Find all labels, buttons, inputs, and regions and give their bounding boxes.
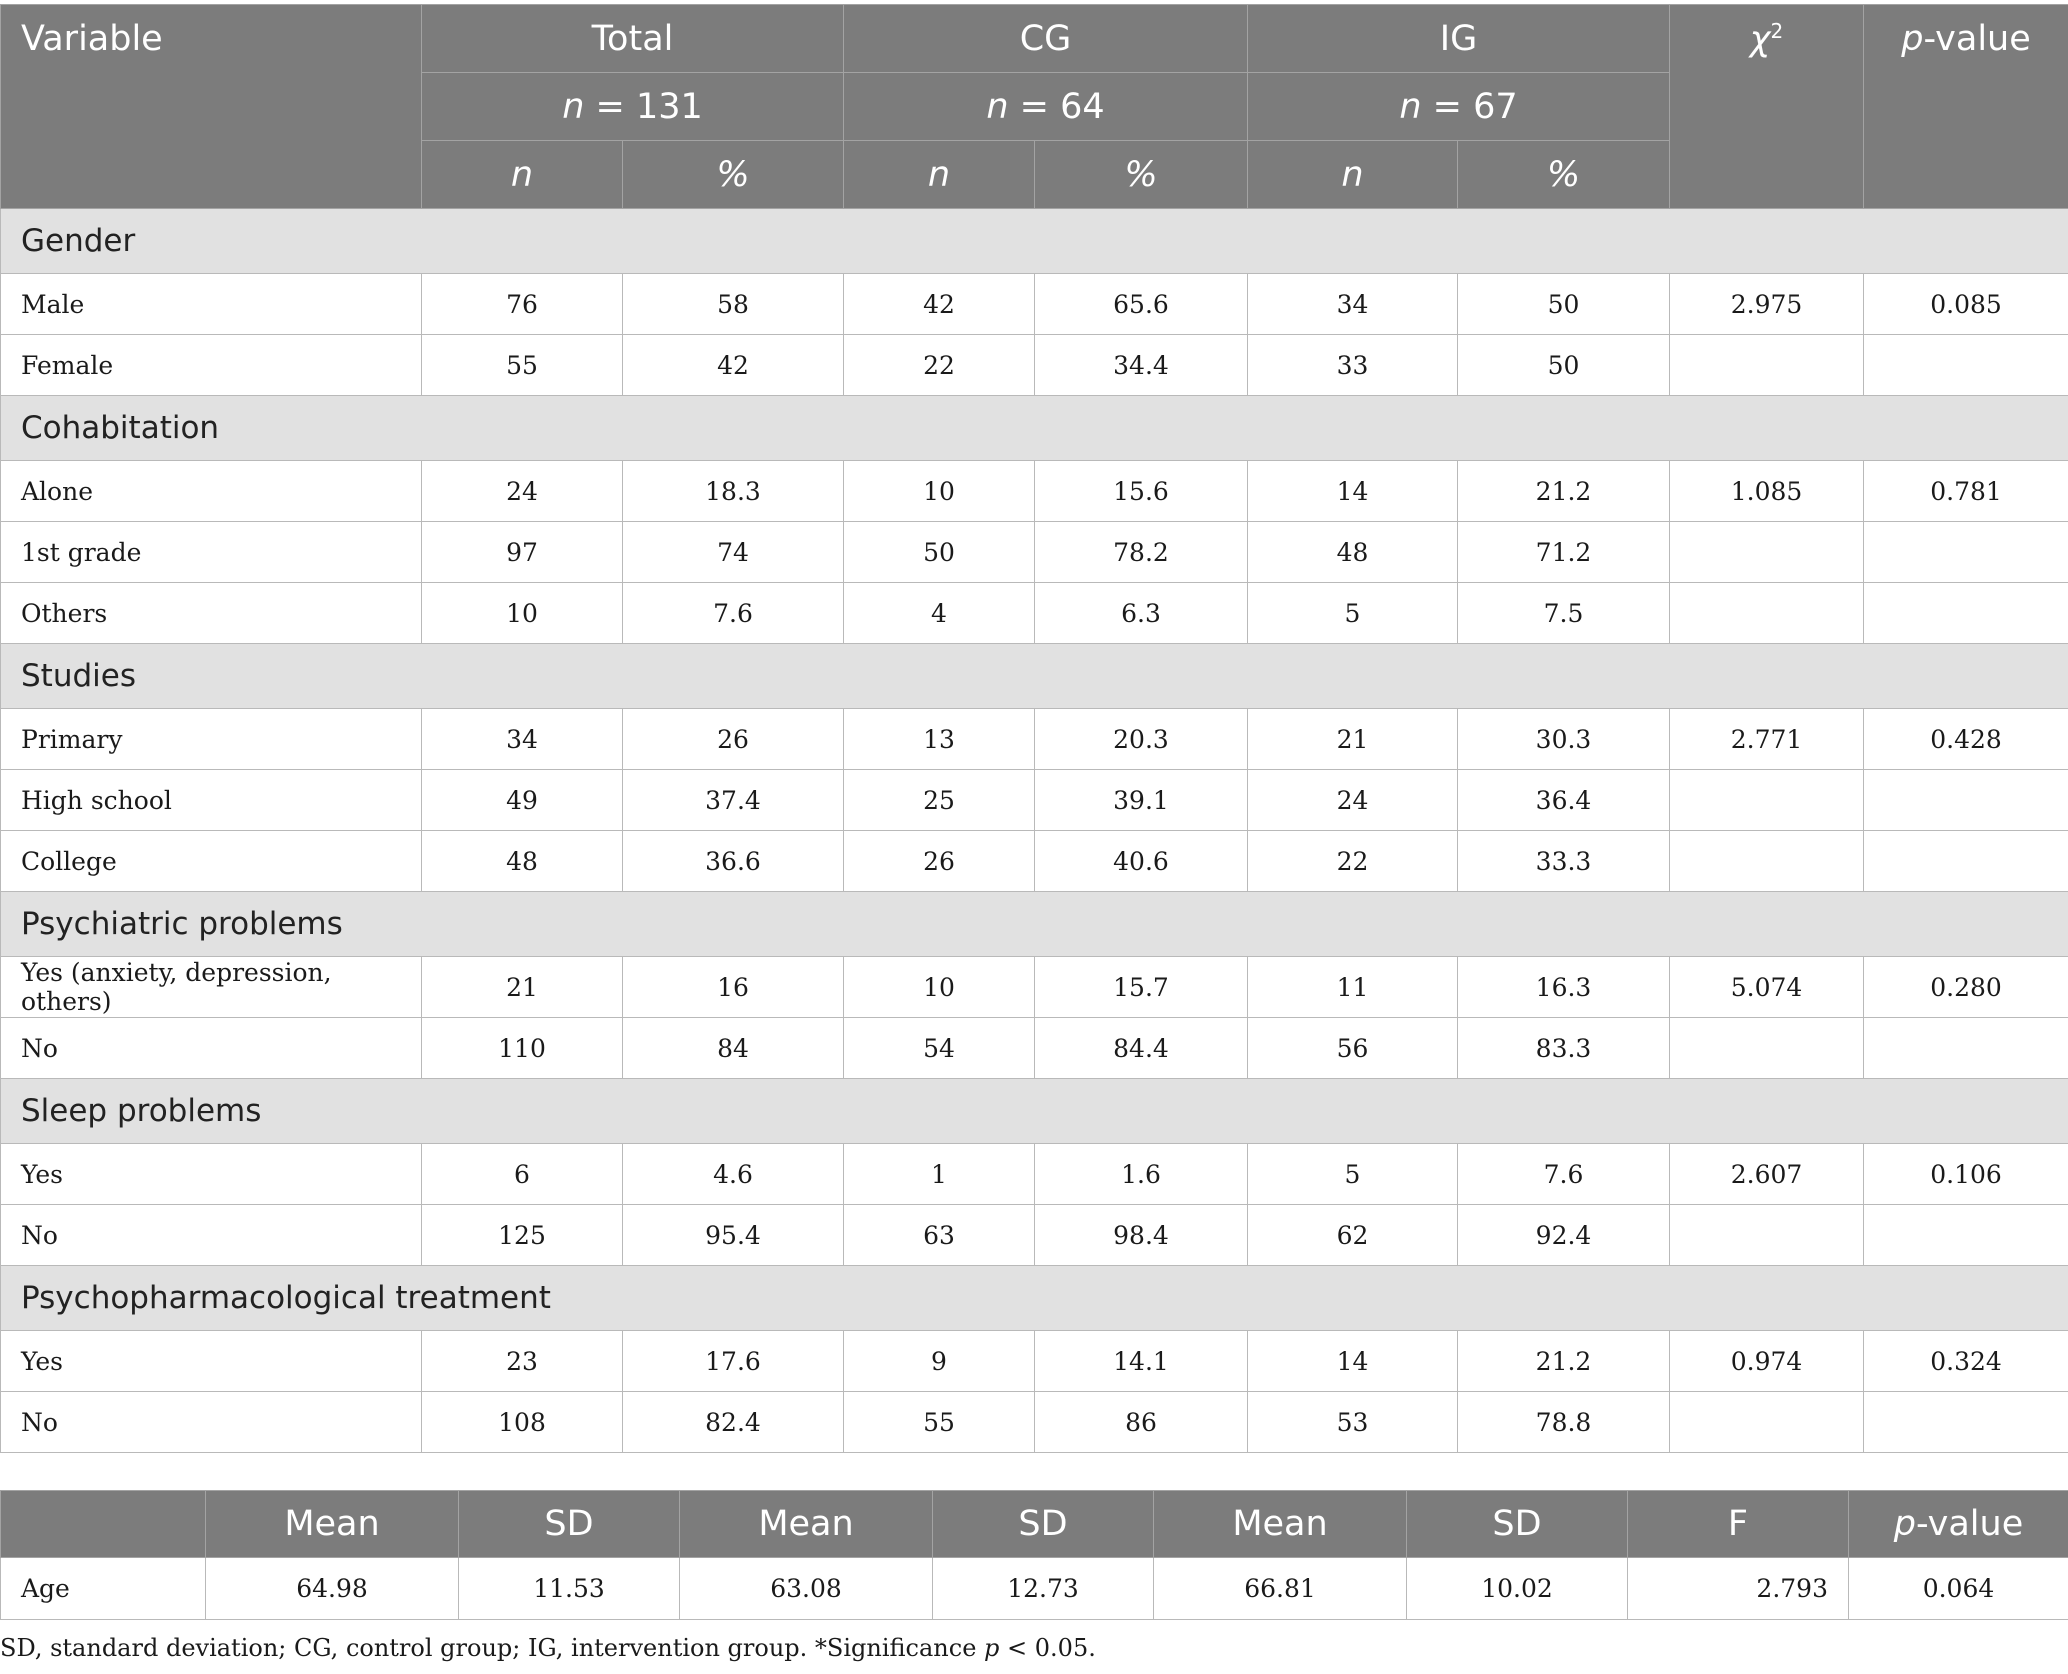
table-cell: 10 [844, 461, 1035, 522]
p-value-header: p-value [1864, 5, 2068, 209]
table-cell [1864, 1018, 2068, 1079]
table-cell: 21 [1248, 709, 1458, 770]
table-cell [1864, 1392, 2068, 1453]
table-cell: 9 [844, 1331, 1035, 1392]
table-cell: 1 [844, 1144, 1035, 1205]
table-cell: 42 [623, 335, 844, 396]
table-cell [1670, 522, 1864, 583]
row-label: Others [1, 583, 422, 644]
table-row [1, 522, 2068, 583]
table-cell: 4 [844, 583, 1035, 644]
table-row [1, 274, 2068, 335]
table-cell: 54 [844, 1018, 1035, 1079]
row-label: Age [1, 1558, 206, 1620]
table-cell: 21.2 [1458, 1331, 1670, 1392]
table-cell: 56 [1248, 1018, 1458, 1079]
table-cell: 17.6 [623, 1331, 844, 1392]
n-total-header: n = 131 [422, 73, 844, 141]
footnote: SD, standard deviation; CG, control group; IG, intervention group. *Significance p < 0.05. [0, 1634, 1096, 1662]
table-cell [1670, 831, 1864, 892]
table-row [1, 583, 2068, 644]
mean-header: Mean [1154, 1491, 1407, 1558]
table-cell: 50 [1458, 335, 1670, 396]
table-cell: 34 [422, 709, 623, 770]
table-row [1, 1018, 2068, 1079]
row-label: No [1, 1018, 422, 1079]
n-cg-header: n = 64 [844, 73, 1248, 141]
row-label: High school [1, 770, 422, 831]
table-cell: 49 [422, 770, 623, 831]
table-cell: 0.064 [1849, 1558, 2068, 1620]
table-cell: 110 [422, 1018, 623, 1079]
table-cell [1864, 831, 2068, 892]
table-cell: 7.6 [1458, 1144, 1670, 1205]
table-cell: 50 [1458, 274, 1670, 335]
table-cell: 74 [623, 522, 844, 583]
section-title: Gender [1, 209, 2068, 274]
table-cell: 33.3 [1458, 831, 1670, 892]
demographics-table [0, 4, 2068, 1453]
table-cell: 98.4 [1035, 1205, 1248, 1266]
table-row [1, 831, 2068, 892]
table-cell: 78.8 [1458, 1392, 1670, 1453]
table-cell: 2.793 [1628, 1558, 1849, 1620]
subcol-header: % [1458, 141, 1670, 209]
table-cell: 16.3 [1458, 957, 1670, 1018]
table-row [1, 957, 2068, 1018]
table-cell: 5 [1248, 1144, 1458, 1205]
table-row [1, 1144, 2068, 1205]
row-label: Yes [1, 1144, 422, 1205]
table-cell: 2.607 [1670, 1144, 1864, 1205]
table-cell: 11 [1248, 957, 1458, 1018]
table-cell: 62 [1248, 1205, 1458, 1266]
table-cell: 63 [844, 1205, 1035, 1266]
table-cell: 0.974 [1670, 1331, 1864, 1392]
table-cell [1670, 1018, 1864, 1079]
table-cell: 36.6 [623, 831, 844, 892]
table-cell: 21 [422, 957, 623, 1018]
table-cell: 10 [844, 957, 1035, 1018]
age-table [0, 1490, 2068, 1620]
table-cell: 0.280 [1864, 957, 2068, 1018]
table-cell: 55 [422, 335, 623, 396]
section-row [1, 644, 2068, 709]
chi-square-header: $\chi^2$ [1670, 5, 1864, 209]
table-cell: 15.6 [1035, 461, 1248, 522]
table-cell: 13 [844, 709, 1035, 770]
table-cell [1670, 335, 1864, 396]
table-cell: 14 [1248, 1331, 1458, 1392]
table-cell: 0.085 [1864, 274, 2068, 335]
table-cell: 23 [422, 1331, 623, 1392]
subcol-header: n [1248, 141, 1458, 209]
table-cell: 10.02 [1407, 1558, 1628, 1620]
section-title: Studies [1, 644, 2068, 709]
table-cell: 0.428 [1864, 709, 2068, 770]
row-label: College [1, 831, 422, 892]
table-cell [1864, 1205, 2068, 1266]
table-cell: 26 [844, 831, 1035, 892]
table-cell: 1.085 [1670, 461, 1864, 522]
p-value-header: p-value [1849, 1491, 2068, 1558]
row-label: Female [1, 335, 422, 396]
table-cell: 84 [623, 1018, 844, 1079]
table-cell: 4.6 [623, 1144, 844, 1205]
table-cell: 78.2 [1035, 522, 1248, 583]
table-cell: 1.6 [1035, 1144, 1248, 1205]
row-label: Primary [1, 709, 422, 770]
group-header-total: Total [422, 5, 844, 73]
table-cell: 0.781 [1864, 461, 2068, 522]
table-cell: 20.3 [1035, 709, 1248, 770]
table-row [1, 335, 2068, 396]
subcol-header: n [422, 141, 623, 209]
section-title: Sleep problems [1, 1079, 2068, 1144]
table-cell: 55 [844, 1392, 1035, 1453]
table-cell [1864, 583, 2068, 644]
section-title: Cohabitation [1, 396, 2068, 461]
table-cell: 22 [1248, 831, 1458, 892]
table-cell: 86 [1035, 1392, 1248, 1453]
table-cell: 95.4 [623, 1205, 844, 1266]
table-cell: 5 [1248, 583, 1458, 644]
table-cell: 16 [623, 957, 844, 1018]
table-cell: 15.7 [1035, 957, 1248, 1018]
table-cell [1670, 1392, 1864, 1453]
table-cell: 12.73 [933, 1558, 1154, 1620]
table-cell: 58 [623, 274, 844, 335]
age-blank-header [1, 1491, 206, 1558]
table-cell: 48 [1248, 522, 1458, 583]
table-cell [1670, 1205, 1864, 1266]
subcol-header: % [1035, 141, 1248, 209]
table-cell: 6.3 [1035, 583, 1248, 644]
row-label: 1st grade [1, 522, 422, 583]
row-label: Alone [1, 461, 422, 522]
table-row [1, 709, 2068, 770]
section-title: Psychiatric problems [1, 892, 2068, 957]
table-cell: 84.4 [1035, 1018, 1248, 1079]
table-row [1, 770, 2068, 831]
table-cell: 42 [844, 274, 1035, 335]
table-cell: 25 [844, 770, 1035, 831]
table-cell: 24 [1248, 770, 1458, 831]
table-row [1, 461, 2068, 522]
table-cell: 10 [422, 583, 623, 644]
table-cell: 0.106 [1864, 1144, 2068, 1205]
mean-header: Mean [680, 1491, 933, 1558]
table-cell: 40.6 [1035, 831, 1248, 892]
table-cell: 26 [623, 709, 844, 770]
table-cell: 48 [422, 831, 623, 892]
row-label: Male [1, 274, 422, 335]
group-header-cg: CG [844, 5, 1248, 73]
table-cell: 7.6 [623, 583, 844, 644]
section-row [1, 396, 2068, 461]
table-cell: 66.81 [1154, 1558, 1407, 1620]
variable-header: Variable [1, 5, 422, 209]
subcol-header: % [623, 141, 844, 209]
table-cell: 22 [844, 335, 1035, 396]
subcol-header: n [844, 141, 1035, 209]
row-label: No [1, 1205, 422, 1266]
table-cell: 7.5 [1458, 583, 1670, 644]
section-row [1, 209, 2068, 274]
sd-header: SD [459, 1491, 680, 1558]
table-cell: 34 [1248, 274, 1458, 335]
table-cell: 24 [422, 461, 623, 522]
table-cell: 125 [422, 1205, 623, 1266]
f-header: F [1628, 1491, 1849, 1558]
table-cell: 14.1 [1035, 1331, 1248, 1392]
table-row [1, 1331, 2068, 1392]
table-cell: 108 [422, 1392, 623, 1453]
table-cell [1864, 335, 2068, 396]
table-cell: 5.074 [1670, 957, 1864, 1018]
table-cell: 76 [422, 274, 623, 335]
table-cell: 53 [1248, 1392, 1458, 1453]
table-cell: 64.98 [206, 1558, 459, 1620]
table-row [1, 1558, 2068, 1620]
table-cell: 37.4 [623, 770, 844, 831]
table-cell: 11.53 [459, 1558, 680, 1620]
table-cell: 33 [1248, 335, 1458, 396]
row-label: Yes (anxiety, depression, others) [1, 957, 422, 1018]
table-cell: 6 [422, 1144, 623, 1205]
sd-header: SD [933, 1491, 1154, 1558]
table-cell: 2.975 [1670, 274, 1864, 335]
table-cell: 63.08 [680, 1558, 933, 1620]
table-cell: 97 [422, 522, 623, 583]
table-cell: 36.4 [1458, 770, 1670, 831]
row-label: Yes [1, 1331, 422, 1392]
table-cell: 50 [844, 522, 1035, 583]
section-row [1, 892, 2068, 957]
table-cell: 14 [1248, 461, 1458, 522]
table-cell: 92.4 [1458, 1205, 1670, 1266]
n-ig-header: n = 67 [1248, 73, 1670, 141]
table-cell [1670, 583, 1864, 644]
table-cell [1864, 522, 2068, 583]
table-cell: 39.1 [1035, 770, 1248, 831]
table-cell: 0.324 [1864, 1331, 2068, 1392]
table-cell: 83.3 [1458, 1018, 1670, 1079]
table-cell: 30.3 [1458, 709, 1670, 770]
table-cell: 34.4 [1035, 335, 1248, 396]
table-cell [1670, 770, 1864, 831]
section-row [1, 1079, 2068, 1144]
table-row [1, 1392, 2068, 1453]
table-cell: 65.6 [1035, 274, 1248, 335]
group-header-ig: IG [1248, 5, 1670, 73]
table-cell: 82.4 [623, 1392, 844, 1453]
table-cell: 18.3 [623, 461, 844, 522]
section-row [1, 1266, 2068, 1331]
table-cell: 21.2 [1458, 461, 1670, 522]
table-cell [1864, 770, 2068, 831]
mean-header: Mean [206, 1491, 459, 1558]
sd-header: SD [1407, 1491, 1628, 1558]
section-title: Psychopharmacological treatment [1, 1266, 2068, 1331]
row-label: No [1, 1392, 422, 1453]
table-cell: 71.2 [1458, 522, 1670, 583]
table-cell: 2.771 [1670, 709, 1864, 770]
table-row [1, 1205, 2068, 1266]
